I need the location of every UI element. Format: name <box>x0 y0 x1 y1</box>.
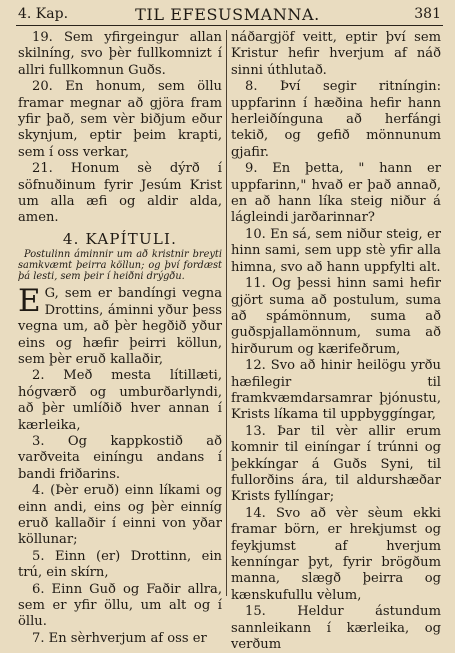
page-number: 381 <box>414 6 441 22</box>
column-divider <box>226 30 227 596</box>
verse-3: 3. Og kappkostið að varðveita einíngu andans í bandi friðarins. <box>18 433 222 482</box>
verse-7-continued: náðargjöf veitt, eptir því sem Kristur hefir hverjum af náð sinni úthlutað. <box>231 30 441 78</box>
verse-11: 11. Og þessi hinn sami hefir gjört suma að postulum, suma að spámönnum, suma að guðspjallamönnum, suma að hirðurum og kærifeðrum, <box>231 276 441 357</box>
drop-cap: E <box>18 283 41 320</box>
right-column <box>231 30 441 653</box>
verse-8: 8. Því segir ritníngin: uppfarinn í hæðina hefir hann herleiðínguna að herfángi tekið, og gefið mönnunum gjafir. <box>231 79 441 160</box>
page-title: TIL EFESUSMANNA. <box>135 5 320 24</box>
verse-20: 20. En honum, sem öllu framar megnar að gjöra fram yfir það, sem vèr biðjum eður skynjum, eptir þeim krapti, sem í oss verkar, <box>18 79 222 160</box>
verse-7: 7. En sèrhverjum af oss er <box>32 630 207 646</box>
verse-19: 19. Sem yfirgeingur allan skilníng, svo þèr fullkomnizt í allri fullkomnun Guðs. <box>18 30 222 78</box>
verse-21: 21. Honum sè dýrð í söfnuðinum fyrir Jesúm Krist um alla æfi og aldir alda, amen. <box>18 161 222 226</box>
chapter-heading: 4. KAPÍTULI. <box>62 229 178 248</box>
verse-10: 10. En sá, sem niður steig, er hinn sami, sem upp stè yfir alla himna, svo að hann uppfylti alt. <box>231 226 441 275</box>
verse-5: 5. Einn (er) Drottinn, ein trú, ein skírn, <box>18 548 222 581</box>
verse-1-text: G, sem er bandíngi vegna Drottins, áminni yður þess vegna um, að þèr hegðið yður eins og hæfir þeirri köllun, sem þèr eruð kallaðir, <box>18 286 222 367</box>
header-rule <box>16 25 443 26</box>
chapter-summary: Postulinn áminnir um að kristnir breyti samkvæmt þeirra köllun; og því fordæst þá lesti, sem þeir í heiðni drýgðu. <box>18 249 222 283</box>
running-header <box>0 0 455 24</box>
verse-14: 14. Svo að vèr sèum ekki framar börn, er hrekjumst og feykjumst af hverjum kenníngar þyt, fyrir brögðum manna, slægð þeirra og kænskufullu vèlum, <box>231 505 441 603</box>
verse-13: 13. Þar til vèr allir erum komnir til einíngar í trúnni og þekkíngar á Guðs Syni, til fullorðins ára, til aldurshæðar Krists fyllíngar; <box>231 423 441 505</box>
verse-6: 6. Einn Guð og Faðir allra, sem er yfir öllu, um alt og í öllu. <box>18 581 222 630</box>
left-column <box>18 30 222 646</box>
verse-15: 15. Heldur ástundum sannleikann í kærleika, og verðum <box>231 604 441 653</box>
verse-9: 9. En þetta, " hann er uppfarinn," hvað er það annað, en að hann líka steig niður á lágleindi jarðarinnar? <box>231 161 441 226</box>
chapter-reference: 4. Kap. <box>18 6 69 22</box>
verse-12: 12. Svo að hinir heilögu yrðu hæfilegir til framkvæmdarsamrar þjónustu, Krists líkama til uppbyggíngar, <box>231 358 441 423</box>
verse-2: 2. Með mesta lítillæti, hógværð og umburðarlyndi, að þèr umlíðið hver annan í kærleika, <box>18 368 222 433</box>
verse-4: 4. (Þèr eruð) einn líkami og einn andi, eins og þèr einníg eruð kallaðir í einni von yðar köllunar; <box>18 483 222 548</box>
verse-1 <box>18 283 222 368</box>
